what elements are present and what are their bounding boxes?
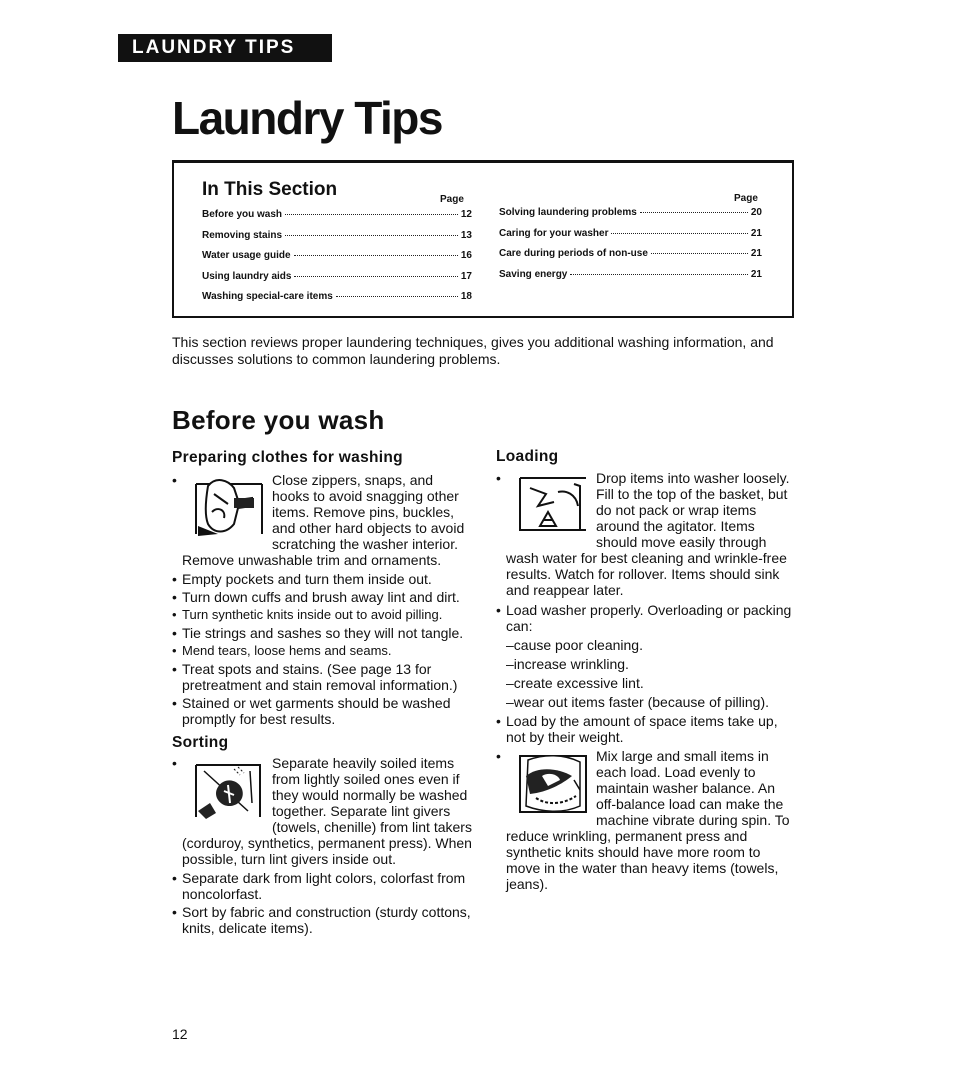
- list-item: • Turn down cuffs and brush away lint and dirt.: [172, 589, 472, 605]
- toc-item[interactable]: Removing stains 13: [202, 229, 472, 241]
- right-column: [496, 449, 796, 894]
- sorting-clothes-icon: [194, 757, 264, 823]
- list-item: • Load by the amount of space items take up, not by their weight.: [496, 713, 796, 745]
- list-item: • Mend tears, loose hems and seams.: [172, 643, 472, 659]
- preparing-heading: Preparing clothes for washing: [172, 449, 403, 466]
- list-item: –wear out items faster (because of pilling).: [506, 694, 770, 710]
- zipper-garment-icon: [194, 474, 264, 540]
- washer-loading-icon: [518, 472, 588, 538]
- list-item: • Close zippers, snaps, and hooks to avoid snagging other items. Remove pins, buckles, and other hard objects to avoid scratching the washer interior. Remove unwashable trim and ornaments.: [172, 472, 472, 568]
- list-item: –increase wrinkling.: [506, 656, 629, 672]
- list-item: • Stained or wet garments should be washed promptly for best results.: [172, 695, 472, 727]
- toc-box: [172, 160, 794, 318]
- list-item: –create excessive lint.: [506, 675, 644, 691]
- toc-item[interactable]: Washing special-care items 18: [202, 291, 472, 302]
- toc-heading: In This Section: [202, 179, 338, 200]
- toc-item[interactable]: Solving laundering problems 20: [499, 207, 762, 218]
- toc-item[interactable]: Care during periods of non-use 21: [499, 248, 762, 259]
- loading-heading: Loading: [496, 448, 559, 465]
- list-item: • Separate heavily soiled items from lightly soiled ones even if they would normally be washed together. Separate lint givers (towels, chenille) from lint takers (corduroy, synthetics, permanent press). When possible, turn lint givers inside out.: [172, 755, 472, 867]
- list-item: • Mix large and small items in each load. Load evenly to maintain washer balance. An off-balance load can make the machine vibrate during spin. To reduce wrinkling, permanent press and synthetic knits should have more room to move in the water than heavy items (towels, jeans).: [496, 748, 796, 892]
- toc-page-header-right: Page: [734, 193, 758, 204]
- list-item: • Drop items into washer loosely. Fill to the top of the basket, but do not pack or wrap items around the agitator. Items should move easily through wash water for best cleaning and wrinkle-free results. Watch for rollover. Items should sink and reappear later.: [496, 470, 796, 598]
- list-item: • Load washer properly. Overloading or packing can:: [496, 602, 796, 634]
- toc-item[interactable]: Before you wash 12: [202, 209, 472, 220]
- list-item: • Sort by fabric and construction (sturdy cottons, knits, delicate items).: [172, 904, 472, 936]
- section-heading: Before you wash: [172, 405, 385, 435]
- sorting-heading: Sorting: [172, 734, 229, 751]
- toc-list-left: [202, 209, 472, 312]
- washer-balance-icon: [518, 750, 588, 816]
- toc-item[interactable]: Water usage guide 16: [202, 250, 472, 261]
- toc-item[interactable]: Saving energy 21: [499, 268, 762, 280]
- intro-paragraph: This section reviews proper laundering techniques, gives you additional washing information, and discusses solutions to common laundering problems.: [172, 334, 774, 367]
- list-item: • Turn synthetic knits inside out to avoid pilling.: [172, 607, 472, 623]
- list-item: • Empty pockets and turn them inside out.: [172, 571, 472, 587]
- left-column: [172, 450, 472, 938]
- list-item: • Tie strings and sashes so they will not tangle.: [172, 625, 472, 641]
- toc-item[interactable]: Using laundry aids 17: [202, 270, 472, 282]
- page-title: Laundry Tips: [172, 92, 442, 144]
- list-item: • Treat spots and stains. (See page 13 for pretreatment and stain removal information.): [172, 661, 472, 693]
- toc-list-right: [499, 207, 762, 289]
- toc-page-header-left: Page: [440, 194, 464, 205]
- page-number: 12: [172, 1026, 188, 1042]
- toc-item[interactable]: Caring for your washer 21: [499, 227, 762, 239]
- section-tab: LAUNDRY TIPS: [118, 34, 332, 62]
- list-item: • Separate dark from light colors, colorfast from noncolorfast.: [172, 870, 472, 902]
- list-item: –cause poor cleaning.: [506, 637, 643, 653]
